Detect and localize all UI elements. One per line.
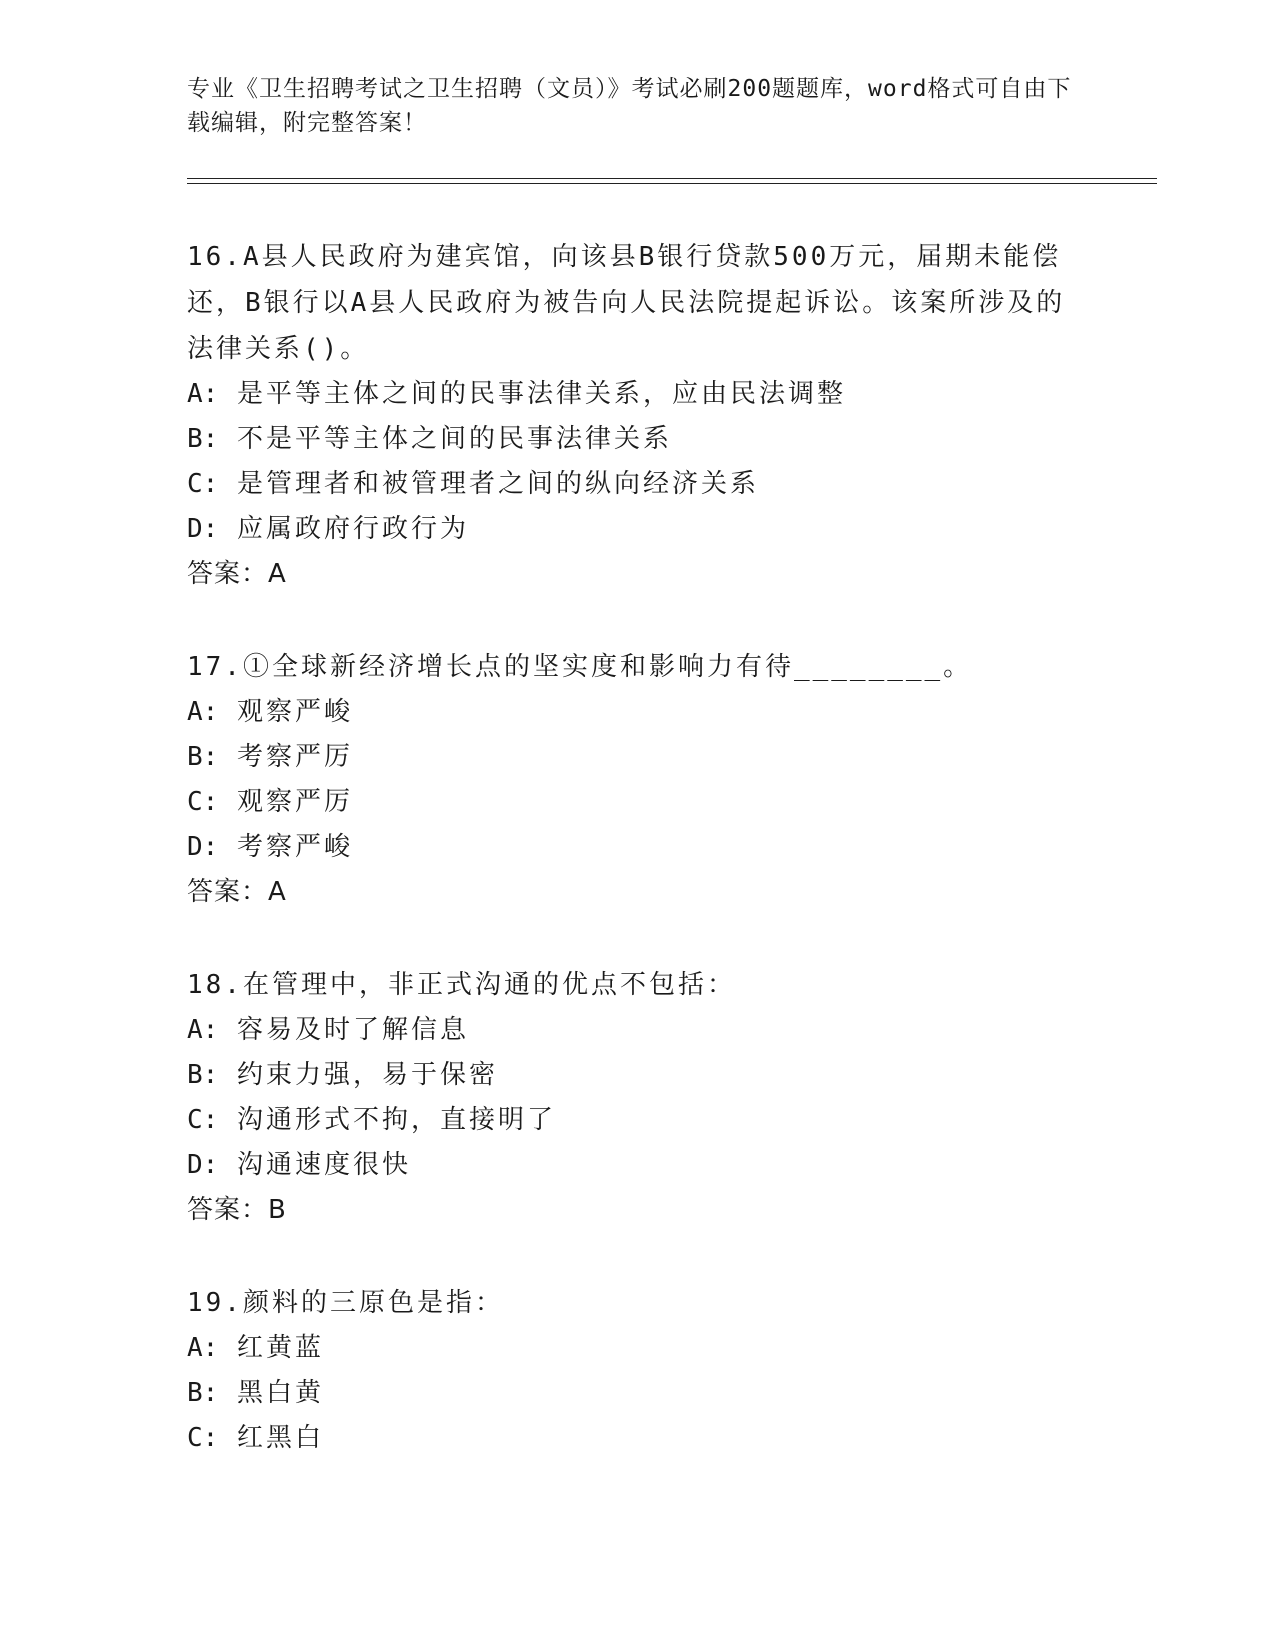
answer-line: 答案：A [187, 877, 287, 907]
option-b [187, 1053, 1087, 1098]
option-c [187, 1098, 1087, 1143]
option-b [187, 735, 1087, 780]
question-stem: 18.在管理中，非正式沟通的优点不包括： [187, 970, 736, 1000]
option-letter: B: [187, 424, 219, 454]
option-text: 是平等主体之间的民事法律关系，应由民法调整 [236, 379, 846, 409]
option-text: 不是平等主体之间的民事法律关系 [236, 424, 672, 454]
option-text: 观察严峻 [236, 697, 353, 727]
option-text: 应属政府行政行为 [236, 514, 469, 544]
option-text: 容易及时了解信息 [236, 1015, 469, 1045]
option-text: 沟通形式不拘，直接明了 [236, 1105, 556, 1135]
option-letter: B: [187, 742, 219, 772]
question-list [187, 234, 1087, 1508]
question-stem: 17.①全球新经济增长点的坚实度和影响力有待________。 [187, 652, 973, 682]
option-letter: A: [187, 1333, 219, 1363]
option-c [187, 780, 1087, 825]
option-d [187, 825, 1087, 870]
option-letter: A: [187, 379, 219, 409]
option-c [187, 1416, 1087, 1461]
option-letter: A: [187, 1015, 219, 1045]
option-d [187, 1143, 1087, 1188]
option-letter: D: [187, 1150, 219, 1180]
question-17 [187, 644, 1087, 915]
option-a [187, 1008, 1087, 1053]
option-c [187, 462, 1087, 507]
option-text: 沟通速度很快 [236, 1150, 411, 1180]
question-stem: 19.颜料的三原色是指： [187, 1288, 504, 1318]
option-letter: B: [187, 1378, 219, 1408]
option-text: 观察严厉 [236, 787, 353, 817]
option-text: 红黄蓝 [236, 1333, 324, 1363]
header-divider-bottom [187, 183, 1157, 184]
option-letter: D: [187, 832, 219, 862]
header-divider-top [187, 178, 1157, 179]
option-a [187, 690, 1087, 735]
option-letter: A: [187, 697, 219, 727]
option-letter: C: [187, 1105, 219, 1135]
option-b [187, 1371, 1087, 1416]
option-letter: B: [187, 1060, 219, 1090]
option-d [187, 507, 1087, 552]
document-header: 专业《卫生招聘考试之卫生招聘（文员）》考试必刷200题题库，word格式可自由下载编辑，附完整答案！ [187, 76, 1072, 136]
question-stem: 16.A县人民政府为建宾馆，向该县B银行贷款500万元，届期未能偿还，B银行以A县人民政府为被告向人民法院提起诉讼。该案所涉及的法律关系()。 [187, 242, 1066, 364]
option-text: 黑白黄 [236, 1378, 324, 1408]
answer-line: 答案：A [187, 559, 287, 589]
option-letter: C: [187, 1423, 219, 1453]
option-text: 考察严厉 [236, 742, 353, 772]
option-text: 约束力强，易于保密 [236, 1060, 498, 1090]
option-b [187, 417, 1087, 462]
option-letter: D: [187, 514, 219, 544]
question-18 [187, 962, 1087, 1233]
option-text: 考察严峻 [236, 832, 353, 862]
question-16 [187, 234, 1087, 597]
option-a [187, 372, 1087, 417]
answer-line: 答案：B [187, 1195, 287, 1225]
question-19 [187, 1280, 1087, 1461]
option-letter: C: [187, 469, 219, 499]
option-text: 红黑白 [236, 1423, 324, 1453]
option-a [187, 1326, 1087, 1371]
option-letter: C: [187, 787, 219, 817]
option-text: 是管理者和被管理者之间的纵向经济关系 [236, 469, 759, 499]
